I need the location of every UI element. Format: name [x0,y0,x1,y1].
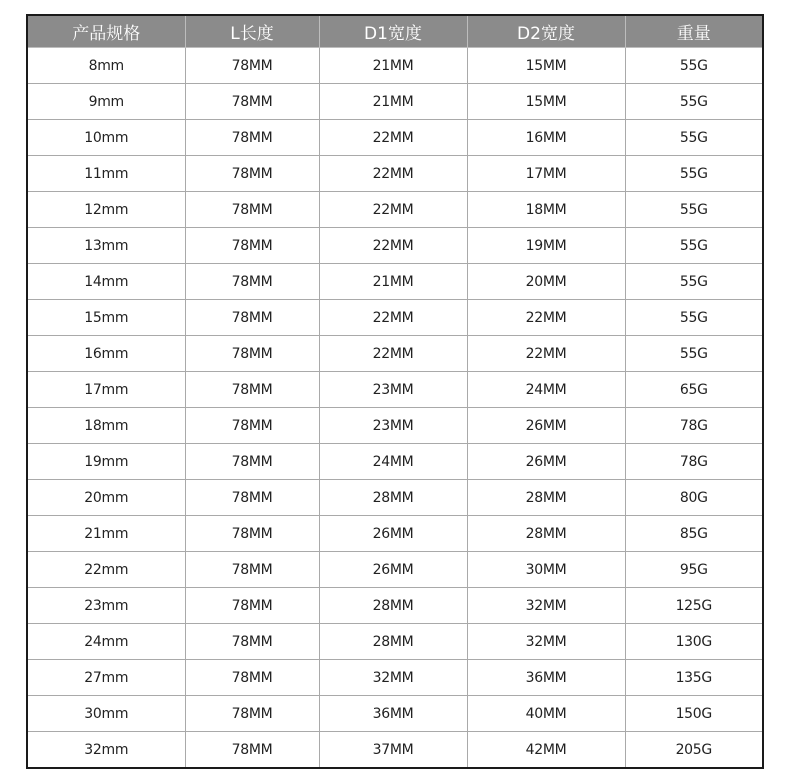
d1-width-cell: 21MM [319,264,467,300]
weight-cell: 55G [625,336,763,372]
spec-cell: 27mm [27,660,185,696]
spec-cell: 21mm [27,516,185,552]
d1-width-cell: 26MM [319,516,467,552]
spec-cell: 22mm [27,552,185,588]
d2-width-cell: 15MM [467,84,625,120]
weight-cell: 55G [625,156,763,192]
d1-width-cell: 32MM [319,660,467,696]
weight-cell: 55G [625,192,763,228]
table-row [27,156,763,192]
length-cell: 78MM [185,300,319,336]
spec-cell: 19mm [27,444,185,480]
length-cell: 78MM [185,588,319,624]
weight-cell: 205G [625,732,763,769]
d2-width-cell: 19MM [467,228,625,264]
weight-cell: 55G [625,120,763,156]
d1-width-cell: 28MM [319,624,467,660]
d1-width-cell: 22MM [319,120,467,156]
length-cell: 78MM [185,120,319,156]
length-cell: 78MM [185,192,319,228]
d1-width-cell: 21MM [319,84,467,120]
d1-width-cell: 22MM [319,192,467,228]
table-row [27,228,763,264]
d1-width-cell: 22MM [319,156,467,192]
length-cell: 78MM [185,264,319,300]
d1-width-cell: 28MM [319,480,467,516]
spec-cell: 18mm [27,408,185,444]
weight-cell: 135G [625,660,763,696]
table-row [27,444,763,480]
d1-width-cell: 23MM [319,372,467,408]
table-body [27,48,763,769]
d2-width-cell: 40MM [467,696,625,732]
spec-cell: 20mm [27,480,185,516]
table-row [27,660,763,696]
spec-cell: 15mm [27,300,185,336]
d2-width-cell: 17MM [467,156,625,192]
d1-width-cell: 26MM [319,552,467,588]
table-row [27,336,763,372]
table-row [27,264,763,300]
spec-cell: 13mm [27,228,185,264]
table-row [27,516,763,552]
weight-cell: 78G [625,408,763,444]
length-cell: 78MM [185,336,319,372]
header-row [27,15,763,48]
weight-cell: 55G [625,48,763,84]
header-spec: 产品规格 [27,15,185,48]
table-header [27,15,763,48]
weight-cell: 65G [625,372,763,408]
weight-cell: 150G [625,696,763,732]
d2-width-cell: 26MM [467,444,625,480]
d2-width-cell: 32MM [467,624,625,660]
length-cell: 78MM [185,84,319,120]
spec-cell: 12mm [27,192,185,228]
table-row [27,408,763,444]
weight-cell: 80G [625,480,763,516]
d2-width-cell: 22MM [467,300,625,336]
spec-cell: 24mm [27,624,185,660]
table-row [27,480,763,516]
length-cell: 78MM [185,660,319,696]
weight-cell: 125G [625,588,763,624]
d2-width-cell: 26MM [467,408,625,444]
length-cell: 78MM [185,48,319,84]
spec-cell: 32mm [84,741,129,758]
length-cell: 78MM [185,552,319,588]
table-row [27,120,763,156]
d2-width-cell: 15MM [467,48,625,84]
weight-cell: 55G [625,228,763,264]
length-cell: 78MM [185,732,319,769]
d2-width-cell: 18MM [467,192,625,228]
weight-cell: 55G [625,264,763,300]
header-weight: 重量 [625,15,763,48]
weight-cell: 95G [625,552,763,588]
length-cell: 78MM [185,372,319,408]
table-row [27,300,763,336]
length-cell: 78MM [185,444,319,480]
d1-width-cell: 36MM [319,696,467,732]
length-cell: 78MM [185,480,319,516]
length-cell: 78MM [185,696,319,732]
length-cell: 78MM [185,408,319,444]
d2-width-cell: 32MM [467,588,625,624]
table-row [27,372,763,408]
d2-width-cell: 24MM [467,372,625,408]
d2-width-cell: 20MM [467,264,625,300]
d1-width-cell: 23MM [319,408,467,444]
d2-width-cell: 36MM [467,660,625,696]
d2-width-cell: 16MM [467,120,625,156]
spec-cell: 11mm [27,156,185,192]
d2-width-cell: 42MM [467,732,625,769]
spec-cell: 30mm [27,696,185,732]
spec-cell: 23mm [27,588,185,624]
header-d1-width: D1宽度 [319,15,467,48]
length-cell: 78MM [185,228,319,264]
spec-cell: 9mm [27,84,185,120]
table-row [27,696,763,732]
d2-width-cell: 22MM [467,336,625,372]
table-row [27,732,763,769]
header-length: L长度 [185,15,319,48]
length-cell: 78MM [185,516,319,552]
spec-cell: 14mm [27,264,185,300]
d1-width-cell: 21MM [319,48,467,84]
weight-cell: 85G [625,516,763,552]
table-row [27,192,763,228]
table-row [27,48,763,84]
d1-width-cell: 22MM [319,228,467,264]
d2-width-cell: 28MM [467,516,625,552]
length-cell: 78MM [185,624,319,660]
table-row [27,552,763,588]
weight-cell: 130G [625,624,763,660]
weight-cell: 55G [625,300,763,336]
d2-width-cell: 28MM [467,480,625,516]
d1-width-cell: 28MM [319,588,467,624]
table-row [27,84,763,120]
table-row [27,624,763,660]
d1-width-cell: 22MM [319,300,467,336]
d1-width-cell: 24MM [319,444,467,480]
spec-cell: 8mm [27,48,185,84]
spec-cell: 17mm [27,372,185,408]
spec-table [26,14,764,769]
weight-cell: 78G [625,444,763,480]
weight-cell: 55G [625,84,763,120]
length-cell: 78MM [185,156,319,192]
d2-width-cell: 30MM [467,552,625,588]
d1-width-cell: 37MM [319,732,467,769]
header-d2-width: D2宽度 [467,15,625,48]
d1-width-cell: 22MM [319,336,467,372]
spec-cell: 16mm [27,336,185,372]
spec-cell: 10mm [27,120,185,156]
table-row [27,588,763,624]
